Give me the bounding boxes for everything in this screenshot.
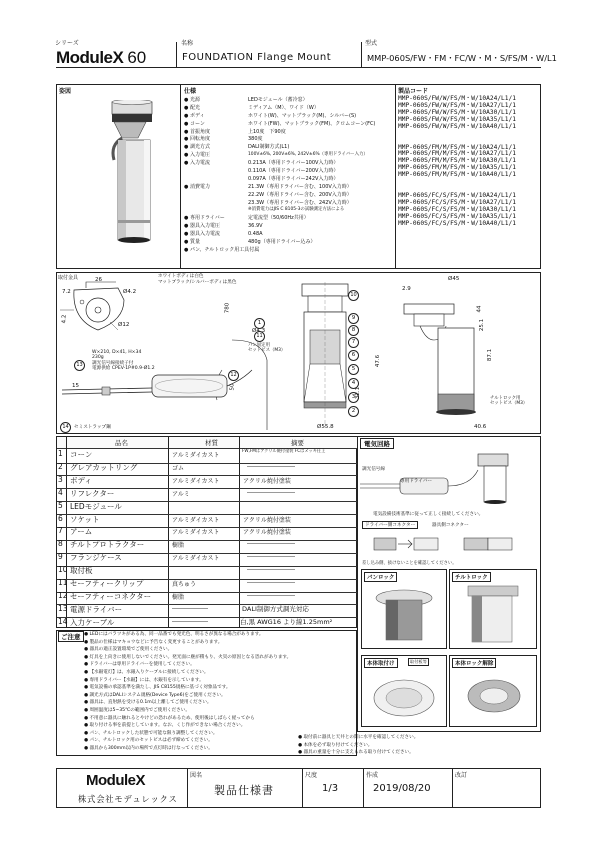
scale-value: 1/3: [322, 783, 339, 794]
product-code-group-fm: [398, 145, 516, 180]
photo-lock-release-label: 本体ロック解除: [452, 658, 496, 668]
driver-label: 専用ドライバー: [400, 479, 432, 484]
callout-1: 1: [254, 318, 265, 329]
table-row: 7 アーム アルミダイカスト アクリル焼付塗装: [57, 524, 357, 541]
spec-label: 仕様: [184, 88, 197, 95]
dim-47-6: 47.6: [375, 354, 382, 368]
dim-40-6: 40.6: [474, 424, 487, 430]
info-divider-1: [180, 84, 181, 269]
date-label: 作成: [366, 772, 379, 779]
photo-pan-lock: [361, 569, 447, 649]
photo-mount: [361, 655, 447, 727]
callout-9: 9: [348, 313, 359, 324]
product-code: MMP-060S/FM/M/FS/M・W/10A40/L1/1: [398, 171, 516, 179]
note: ● 不用意に器具に触れるとやけどの恐れがあるため、使用後はしばらく経ってから: [84, 715, 255, 721]
spec-row: ● コーン ホワイト(FW)、マットブラック(FM)、クロムコーン(FC): [184, 120, 376, 127]
drawing-name: 製品仕様書: [214, 784, 274, 797]
product-code: MMP-060S/FW/W/FS/M・W/10A35/L1/1: [398, 115, 516, 123]
photo-pan-label: パンロック: [364, 572, 397, 582]
table-row: 9 フランジケース アルミダイカスト ――――――――: [57, 550, 357, 567]
lock-release-image: [450, 656, 536, 726]
notes-right: [298, 734, 538, 757]
dim-32-1: 32.1: [355, 386, 362, 400]
driver-spec-label: W×210, D×41, H×34 230g 調光信号線接続子付 電源供給 CPEV-1P#0.9-Ø1.2: [92, 350, 155, 372]
parts-header-remark: 摘要: [291, 439, 304, 447]
product-code: MMP-060S/FW/W/FS/M・W/10A24/L1/1: [398, 95, 516, 102]
note: ● パン、チルトロック用のセットビスは必ず締めてください。: [84, 738, 213, 744]
notes-label: ご注意: [58, 631, 84, 642]
brand-logo: [56, 48, 146, 68]
wire-color-label: ホワイトボディは白色 マットブラック/シルバーボディは黒色: [158, 274, 237, 285]
product-code: MMP-060S/FM/M/FS/M・W/10A24/L1/1: [398, 143, 516, 151]
dim-2-9: 2.9: [402, 286, 411, 292]
spec-row: ● パン、チルトロック用工具付属: [184, 246, 260, 253]
table-row: 1 コーン アルミダイカスト FW,FMはアクリル焼付塗装 FCはメッキ仕上: [57, 447, 357, 464]
product-name: FOUNDATION Flange Mount: [182, 52, 332, 63]
product-code: MMP-060S/FC/S/FS/M・W/10A24/L1/1: [398, 192, 516, 200]
drawing-name-label: 図名: [190, 772, 203, 779]
header-rule: [56, 67, 541, 68]
table-row: 6 ソケット アルミダイカスト アクリル焼付塗装: [57, 512, 357, 529]
dim-7-2: 7.2: [62, 289, 71, 295]
table-row: 13 電源ドライバー ―――――― DALI制御方式調光対応: [57, 602, 357, 619]
callout-3: 3: [348, 392, 359, 403]
table-row: 5 LEDモジュール: [57, 499, 357, 516]
dim-25-1: 25.1: [479, 318, 486, 332]
dim-26: 26: [95, 277, 102, 283]
dim-phi4-2: Ø4.2: [123, 289, 137, 295]
scale-label: 尺度: [305, 772, 318, 779]
spec-row: ● ボディ ホワイト(W)、マットブラック(M)、シルバー(S): [184, 112, 357, 119]
footer-div-2: [302, 768, 303, 808]
product-code: MMP-060S/FM/M/FS/M・W/10A30/L1/1: [398, 157, 516, 165]
parts-header-name: 品名: [115, 439, 128, 447]
tilt-screw-label: チルトロック用 セットビス（M3）: [490, 396, 528, 406]
spec-row: ● 調光方式 DALI制御方式(L1): [184, 144, 290, 151]
note: ● 灯具を上向きに使用しないでください。発光面に塵が積もり、火災の原因となる恐れがあります。: [84, 654, 292, 660]
photo-lock-release: [449, 655, 537, 727]
dim-50: 50: [229, 383, 236, 391]
spec-row: 0.097A（専用ドライバー242V入力時）: [248, 175, 339, 182]
table-row: 3 ボディ アルミダイカスト アクリル焼付塗装: [57, 473, 357, 490]
spec-row: ● 消費電力 21.3W（専用ドライバー含む、100V入力時）: [184, 183, 352, 190]
mount-image: [362, 656, 446, 726]
insert-note: 差し込み側、抜けないことを確認してください。: [362, 561, 457, 566]
callout-13: 13: [74, 360, 85, 371]
spec-row: ● 器具入力電圧 36.9V: [184, 223, 263, 230]
product-code-label: 製品コード: [398, 88, 429, 95]
dim-phi4-3: Ø4.3: [252, 328, 266, 334]
note: ● LEDにはバラツキがある為、同一品番でも発光色、明るさが異なる場合があります。: [84, 632, 264, 637]
note: ● 器具から300mm以内の場所で点灯時は行なってください。: [84, 745, 213, 751]
lamp-appearance-image: [100, 100, 170, 265]
photo-mount-label: 本体取付け: [364, 658, 398, 668]
table-row: 4 リフレクター アルミ ――――――――: [57, 486, 357, 503]
note: ● ドライバーは専用ドライバーを使用してください。: [84, 662, 195, 668]
driver-connector-label: ドライバー側コネクター: [362, 521, 418, 529]
spec-row: ● 回転角度 380度: [184, 136, 263, 143]
callout-7: 7: [348, 337, 359, 348]
series-label: シリーズ: [55, 40, 79, 47]
dim-15: 15: [72, 383, 79, 389]
note: ● 器具は、直射熱を受ける0.1m以上離してご使用ください。: [84, 700, 212, 706]
note: ● 取り付ける事を前提としています。なお、くじ作ができない場合ください。: [84, 723, 246, 729]
spec-row: ● 器具入力電流 0.48A: [184, 231, 263, 238]
dim-780: 780: [224, 302, 231, 314]
product-code: MMP-060S/FC/S/FS/M・W/10A27/L1/1: [398, 198, 516, 206]
series-number: 60: [127, 48, 147, 67]
product-code-group-fc: [398, 193, 516, 228]
product-code: MMP-060S/FM/M/FS/M・W/10A35/L1/1: [398, 164, 516, 172]
table-row: 8 チルトプロトラクター 樹脂 ――――――――: [57, 537, 357, 554]
callout-2: 2: [348, 406, 359, 417]
spec-list: [184, 97, 392, 255]
product-code: MMP-060S/FW/W/FS/M・W/10A30/L1/1: [398, 108, 516, 116]
product-code-list: [398, 96, 516, 228]
table-row: 14 入力ケーブル ―――――― 白,黒 AWG16 より線1.25mm²: [58, 616, 333, 627]
callout-10: 10: [348, 290, 359, 301]
mount-detail-label: 取付金具: [58, 275, 79, 281]
pan-lock-image: [362, 570, 446, 648]
dim-44: 44: [476, 305, 483, 313]
table-row: 11 セーフティークリップ 真ちゅう ――――――――: [57, 576, 357, 593]
spec-row: 0.110A（専用ドライバー200V入力時）: [248, 168, 339, 175]
spec-row: ● 質量 480g（専用ドライバー込み）: [184, 239, 316, 246]
note: ● 周囲温度は5~35℃の範囲内でご使用ください。: [84, 707, 190, 713]
note: ● 製品の仕様はマキョウなどに予告なく変更することがあります。: [84, 639, 223, 645]
footer-div-1: [187, 768, 188, 808]
info-divider-2: [395, 84, 396, 269]
note: ● 電気設備の承認基準を満たし、JIS C8155規格に基づく対象品です。: [84, 685, 231, 691]
callout-11: 11: [254, 331, 265, 342]
spec-row: 23.3W（専用ドライバー含む、242V入力時）: [248, 199, 352, 206]
note: ● パン、チルトロックした状態で可能な限り調整してください。: [84, 730, 218, 736]
dim-phi55-8: Ø55.8: [317, 424, 334, 430]
fixture-connector-label: 器具側コネクター: [432, 523, 469, 528]
photo-tilt-label: チルトロック: [452, 572, 491, 582]
dim-4-2: 4.2: [61, 314, 68, 324]
table-row: 2 グレアカットリング ゴム ――――――――: [57, 460, 357, 477]
product-code: MMP-060S/FW/W/FS/M・W/10A40/L1/1: [398, 122, 516, 130]
note: ● 取付前に器具と天井との間に水平を確認してください。: [298, 735, 419, 740]
parts-header-material: 材質: [205, 439, 218, 447]
callout-4: 4: [348, 378, 359, 389]
wiring-caution: 電気設備技術基準に従って正しく接続してください。: [373, 512, 484, 517]
callout-8: 8: [348, 325, 359, 336]
tilt-lock-image: [450, 570, 536, 648]
footer-brand: ModuleX: [86, 772, 145, 789]
model-label: 型式: [365, 40, 378, 47]
safety-strap-label: セミストラップ鋼: [74, 425, 111, 430]
callout-5: 5: [348, 364, 359, 375]
spec-row: ● 首振角度 上10度 下90度: [184, 128, 286, 135]
header-divider-1: [176, 42, 177, 67]
dim-phi12: Ø12: [118, 322, 130, 328]
note: ● 器具の適正設置環境でご使用ください。: [84, 647, 173, 653]
brand-name: ModuleX: [56, 48, 124, 67]
dimmer-signal-label: 調光信号線: [362, 467, 385, 472]
appearance-label: 姿図: [59, 88, 72, 95]
footer-div-4: [452, 768, 453, 808]
callout-12: 12: [228, 370, 239, 381]
dim-87-1: 87.1: [487, 348, 494, 362]
spec-row: ● 光源 LEDモジュール（蓄冷窓）: [184, 97, 308, 103]
photo-plate-label: 取付板等: [410, 659, 427, 664]
note: ● 器具の重量を十分に支えられる取り付けてください。: [298, 750, 414, 756]
table-row: 12 セーフティーコネクター 樹脂 ――――――――: [57, 589, 357, 606]
spec-row: ※消費電力はJIS C 8105-3の試験測定方法による: [248, 207, 345, 213]
model-number: MMP-060S/FW・FM・FC/W・M・S/FS/M・W/L1: [367, 53, 557, 63]
name-label: 名称: [181, 40, 194, 47]
photo-tilt-lock: [449, 569, 537, 649]
note: ● 本体を必ず取り付けてください。: [298, 742, 373, 748]
product-code: MMP-060S/FC/S/FS/M・W/10A30/L1/1: [398, 205, 516, 213]
footer-div-3: [363, 768, 364, 808]
callout-6: 6: [348, 350, 359, 361]
footer-company: 株式会社モデュレックス: [78, 794, 178, 804]
date-value: 2019/08/20: [373, 783, 431, 794]
wiring-diagram: [360, 450, 540, 510]
note: ● 【水銀電灯】は、水銀入りケーブルに接続してください。: [84, 669, 209, 675]
spec-row: ● 入力電圧 100V±6%, 200V±6%, 242V±6%（専用ドライバー入力）: [184, 152, 368, 159]
revision-label: 改訂: [455, 772, 468, 779]
product-code: MMP-060S/FC/S/FS/M・W/10A35/L1/1: [398, 212, 516, 220]
product-code-group-fw: [398, 96, 516, 131]
note: ● 調光方式はDALIシステム規格(Device Type6)をご使用ください。: [84, 692, 226, 698]
wiring-title: 電気回路: [360, 438, 394, 449]
note: ● 専用ドライバー【水銀】には、水銀有を示しています。: [84, 677, 204, 683]
spec-row: ● 入力電流 0.213A（専用ドライバー100V入力時）: [184, 160, 339, 167]
product-code: MMP-060S/FW/W/FS/M・W/10A27/L1/1: [398, 101, 516, 109]
pan-screw-label: パン固定用 セットビス（M3）: [248, 343, 286, 353]
spec-row: 22.2W（専用ドライバー含む、200V入力時）: [248, 191, 352, 198]
spec-row: ● 配光 ミディアム（M）、ワイド（W）: [184, 104, 319, 111]
table-row: 10 取付板 ――――――――: [57, 563, 357, 580]
product-code: MMP-060S/FC/S/FS/M・W/10A40/L1/1: [398, 219, 516, 227]
connector-drawing: [364, 530, 534, 560]
product-code: MMP-060S/FM/M/FS/M・W/10A27/L1/1: [398, 150, 516, 158]
callout-14: 14: [60, 422, 71, 433]
header-divider-2: [361, 42, 362, 67]
spec-row: ● 専用ドライバー 定電流型（50/60Hz共用）: [184, 215, 309, 222]
dim-phi45: Ø45: [448, 276, 460, 282]
